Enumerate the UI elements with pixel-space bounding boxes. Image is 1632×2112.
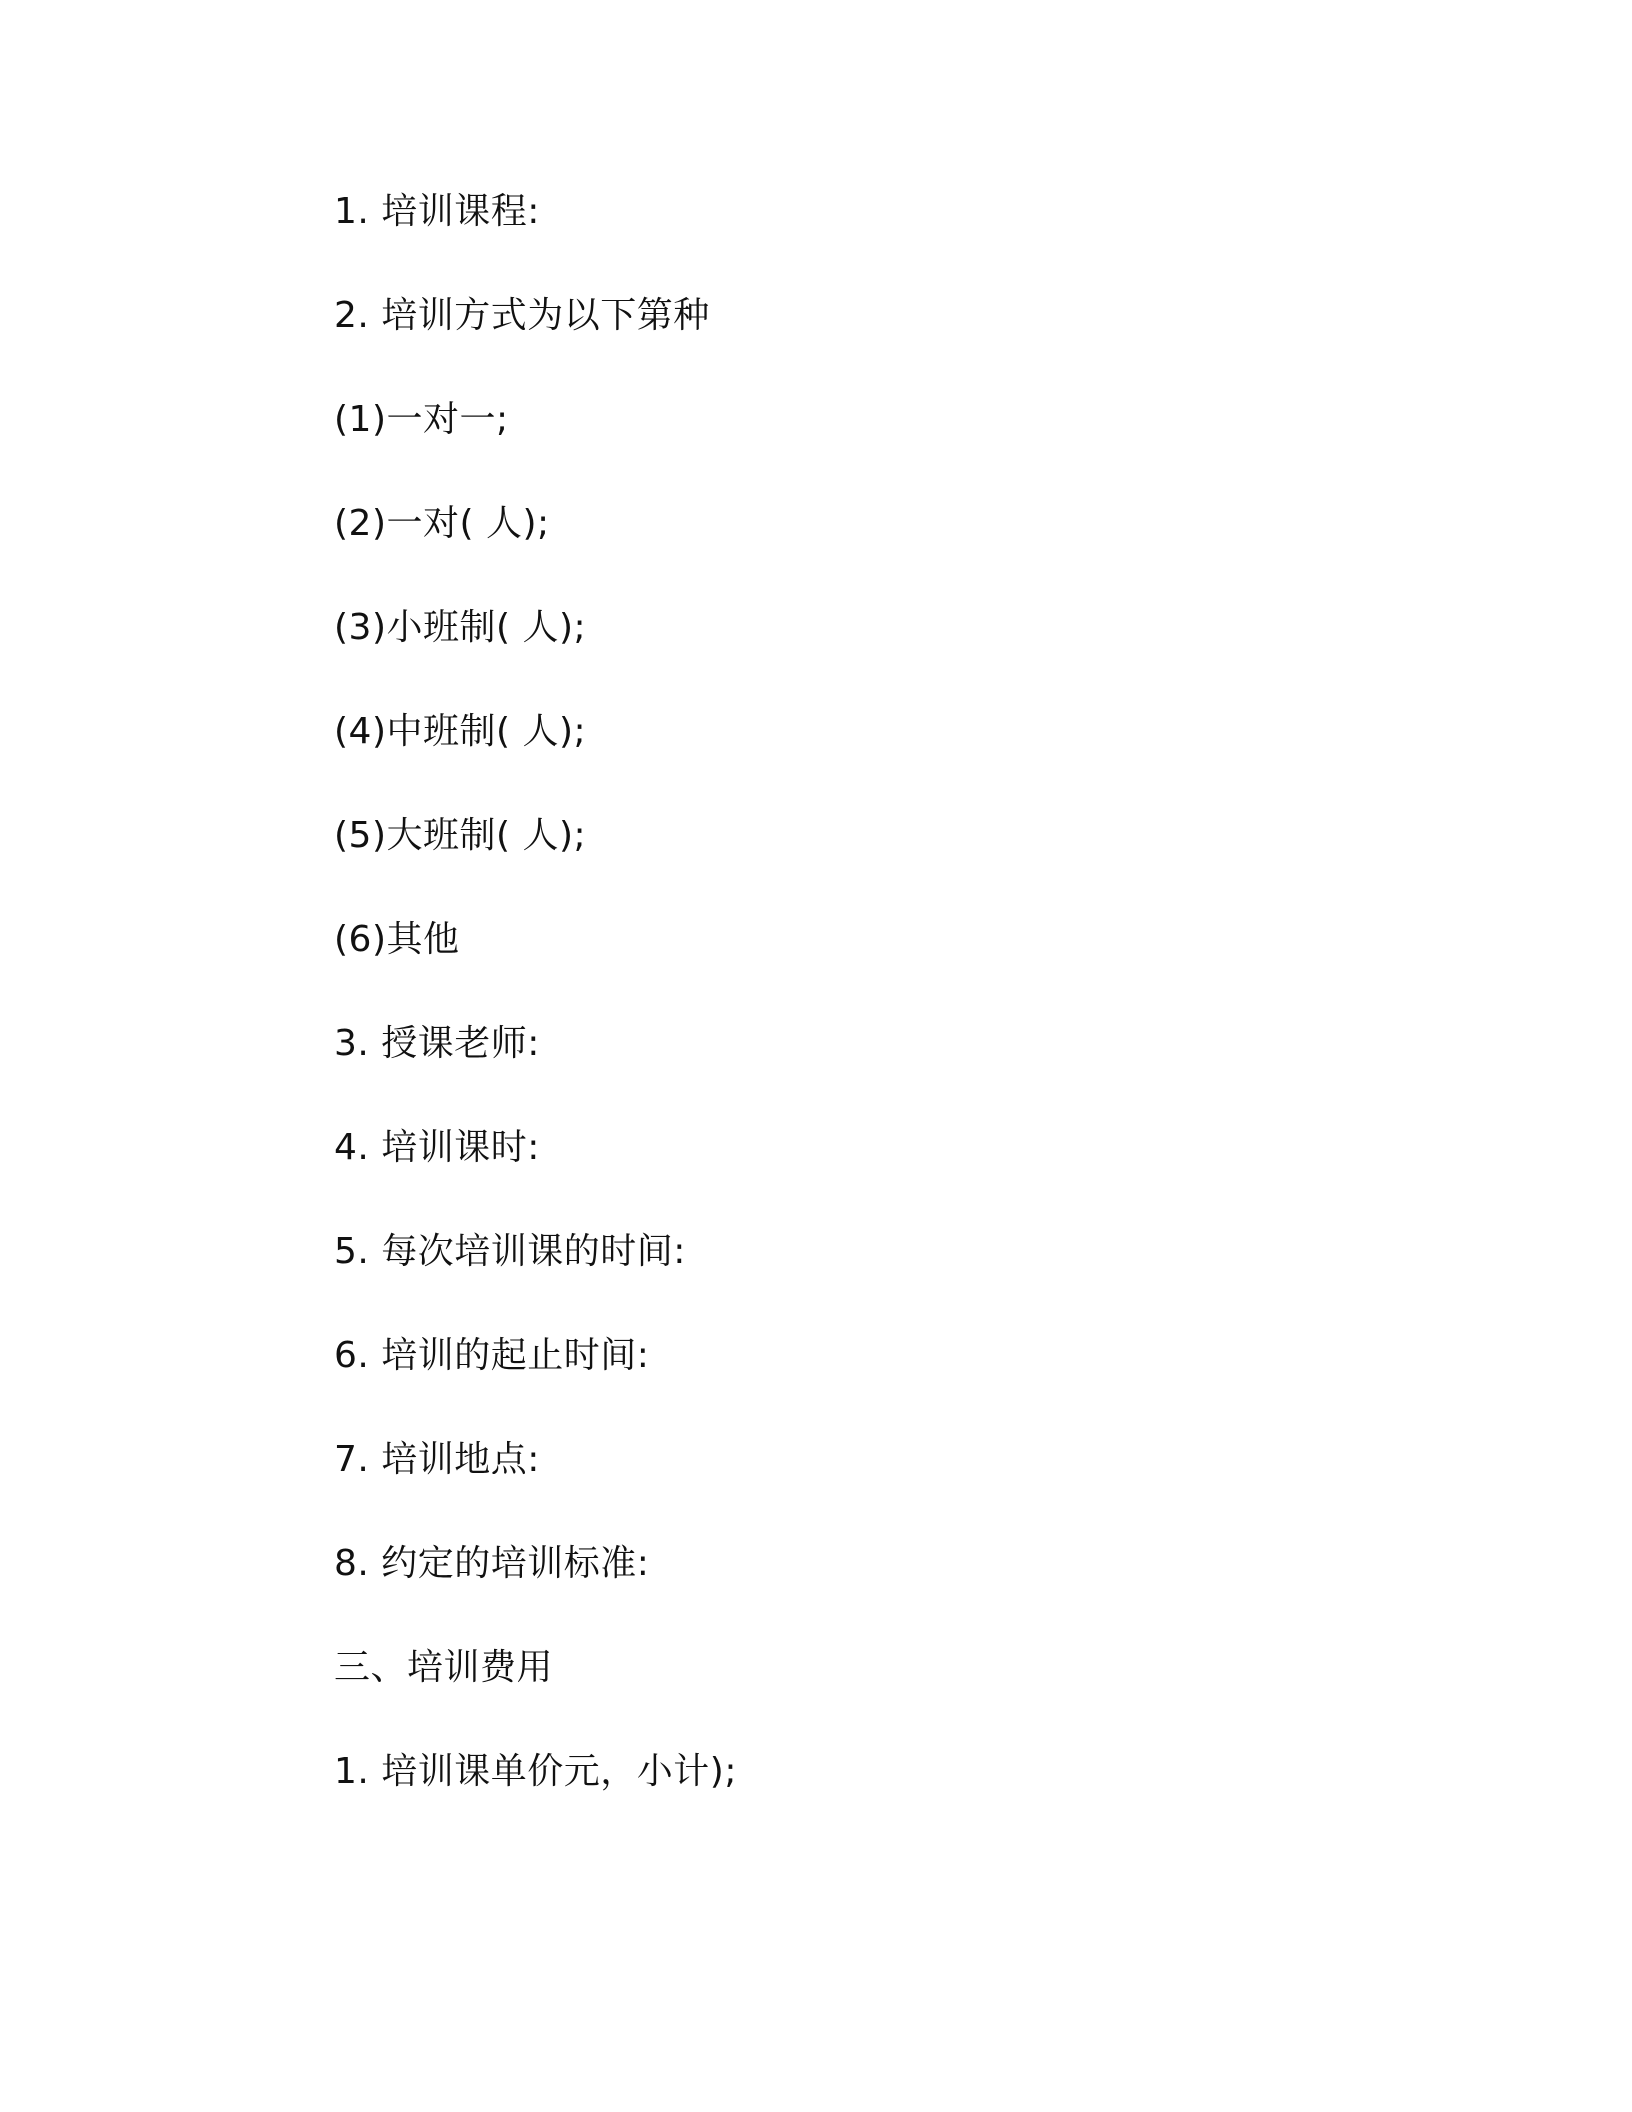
option-small-class: (3)小班制( 人); — [334, 607, 587, 648]
document-body — [334, 188, 1434, 1852]
section-heading-training-fees: 三、培训费用 — [334, 1647, 554, 1688]
item-training-method: 2. 培训方式为以下第种 — [334, 295, 710, 336]
option-large-class: (5)大班制( 人); — [334, 815, 587, 856]
item-training-standard: 8. 约定的培训标准: — [334, 1543, 650, 1584]
item-training-period: 6. 培训的起止时间: — [334, 1335, 650, 1376]
option-medium-class: (4)中班制( 人); — [334, 711, 587, 752]
item-session-time: 5. 每次培训课的时间: — [334, 1231, 686, 1272]
item-unit-price: 1. 培训课单价元，小计); — [334, 1751, 737, 1792]
option-one-on-one: (1)一对一; — [334, 399, 509, 440]
option-one-to-n: (2)一对( 人); — [334, 503, 550, 544]
item-training-hours: 4. 培训课时: — [334, 1127, 540, 1168]
item-training-location: 7. 培训地点: — [334, 1439, 540, 1480]
item-training-course: 1. 培训课程: — [334, 191, 540, 232]
option-other: (6)其他 — [334, 919, 460, 960]
item-instructor: 3. 授课老师: — [334, 1023, 540, 1064]
